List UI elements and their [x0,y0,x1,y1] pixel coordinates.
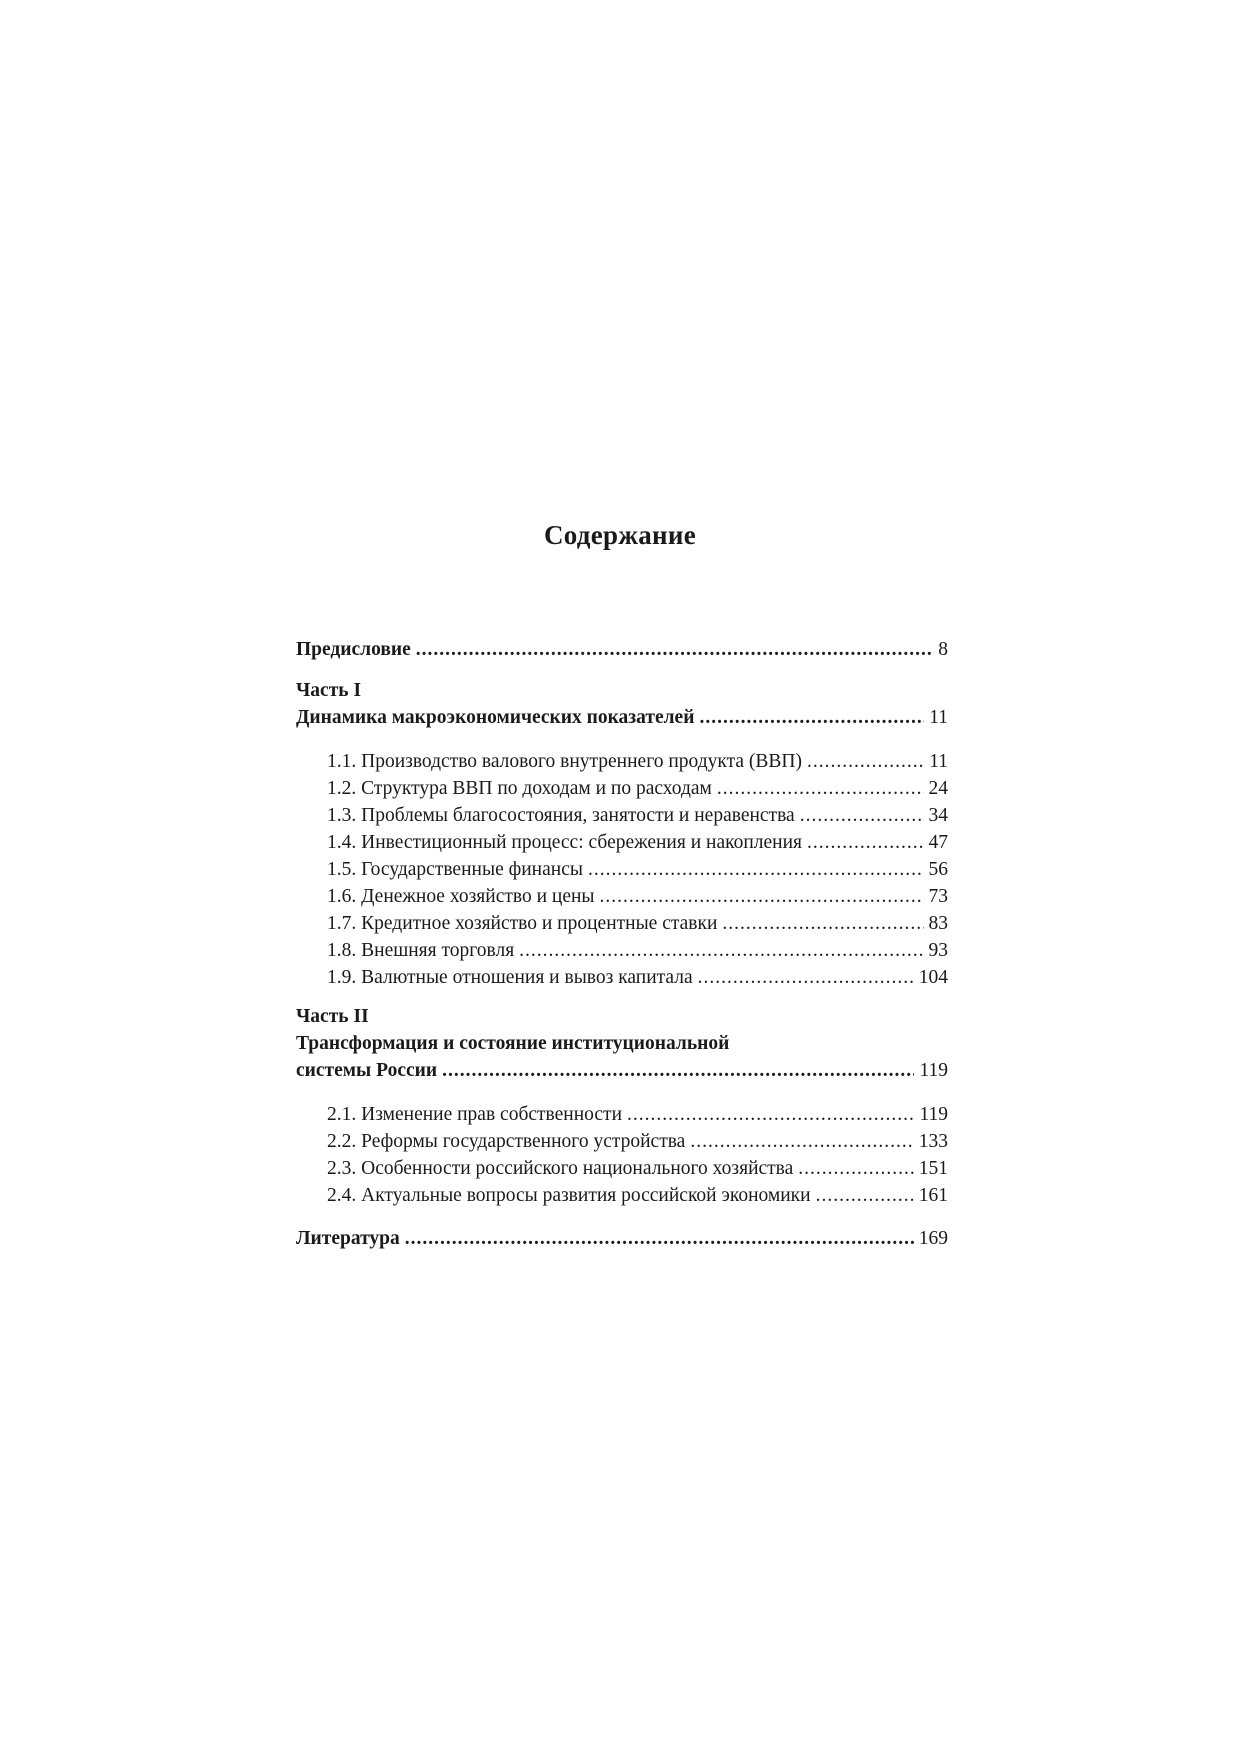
toc-part-2 [296,1003,948,1084]
dot-leader [800,802,924,829]
toc-entry-page: 24 [928,778,948,799]
toc-entry[interactable] [296,1101,948,1128]
toc-entry[interactable] [296,1128,948,1155]
toc-entry-label: Предисловие [296,639,411,660]
part-heading: Часть II [296,1006,369,1027]
toc-part-2-items [296,1101,948,1209]
toc-entry[interactable] [296,1225,948,1252]
toc-entry-page: 104 [918,967,948,988]
toc-entry-label: 2.3. Особенности российского национального хозяйства [327,1158,794,1179]
toc-entry-label: 1.1. Производство валового внутреннего продукта (ВВП) [327,751,802,772]
toc-entry-label: 1.4. Инвестиционный процесс: сбережения и накопления [327,832,803,853]
toc-entry-page: 119 [919,1104,948,1125]
toc-part-1-items [296,748,948,991]
dot-leader [717,775,924,802]
toc-entry[interactable] [296,829,948,856]
dot-leader [816,1182,914,1209]
dot-leader [405,1225,914,1252]
dot-leader [807,829,923,856]
toc-entry[interactable] [296,748,948,775]
toc-entry-page: 8 [938,639,948,660]
toc-entry[interactable] [296,964,948,991]
toc-entry-label: 1.9. Валютные отношения и вывоз капитала [327,967,693,988]
toc-entry-label: Динамика макроэкономических показателей [296,707,695,728]
dot-leader [807,748,924,775]
toc-entry[interactable] [296,856,948,883]
dot-leader [690,1128,913,1155]
toc-entry-label: 1.7. Кредитное хозяйство и процентные ставки [327,913,718,934]
toc-entry-page: 83 [928,913,948,934]
dot-leader [699,704,924,731]
toc-entry-label: 2.4. Актуальные вопросы развития российской экономики [327,1185,811,1206]
dot-leader [698,964,914,991]
toc-entry[interactable] [296,910,948,937]
toc-entry[interactable] [296,636,948,663]
part-heading: Часть I [296,680,362,701]
toc-preface[interactable] [296,636,948,663]
toc-entry[interactable] [296,1182,948,1209]
toc-entry-page: 73 [928,886,948,907]
toc-entry[interactable] [296,937,948,964]
toc-entry-page: 119 [919,1060,948,1081]
toc-entry-page: 169 [918,1228,948,1249]
toc-entry-label: 1.5. Государственные финансы [327,859,583,880]
toc-entry-page: 11 [929,751,948,772]
toc-literature[interactable] [296,1225,948,1252]
toc-entry-label: 1.2. Структура ВВП по доходам и по расходам [327,778,712,799]
toc-entry-page: 161 [918,1185,948,1206]
toc-entry-page: 56 [928,859,948,880]
part-title-line: Трансформация и состояние институциональной [296,1033,730,1054]
dot-leader [600,883,924,910]
toc-entry-page: 151 [918,1158,948,1179]
toc-entry-page: 93 [928,940,948,961]
toc-entry-label: 1.8. Внешняя торговля [327,940,515,961]
toc-part-title[interactable] [296,1057,948,1084]
toc-part-1 [296,677,948,731]
dot-leader [798,1155,913,1182]
toc-entry[interactable] [296,775,948,802]
dot-leader [627,1101,914,1128]
toc-entry-page: 133 [918,1131,948,1152]
dot-leader [519,937,923,964]
toc-entry-label: Литература [296,1228,400,1249]
dot-leader [442,1057,914,1084]
dot-leader [722,910,923,937]
toc-entry-page: 47 [928,832,948,853]
toc-entry-page: 11 [929,707,948,728]
toc-entry[interactable] [296,883,948,910]
toc-entry-label: 1.3. Проблемы благосостояния, занятости и неравенства [327,805,795,826]
page-title: Содержание [543,520,697,550]
dot-leader [416,636,933,663]
toc-entry-page: 34 [928,805,948,826]
toc-entry[interactable] [296,1155,948,1182]
toc-entry-label: системы России [296,1060,438,1081]
toc-part-title[interactable] [296,704,948,731]
toc-entry-label: 2.2. Реформы государственного устройства [327,1131,686,1152]
toc-entry[interactable] [296,802,948,829]
dot-leader [588,856,924,883]
toc-entry-label: 2.1. Изменение прав собственности [327,1104,623,1125]
toc-entry-label: 1.6. Денежное хозяйство и цены [327,886,595,907]
